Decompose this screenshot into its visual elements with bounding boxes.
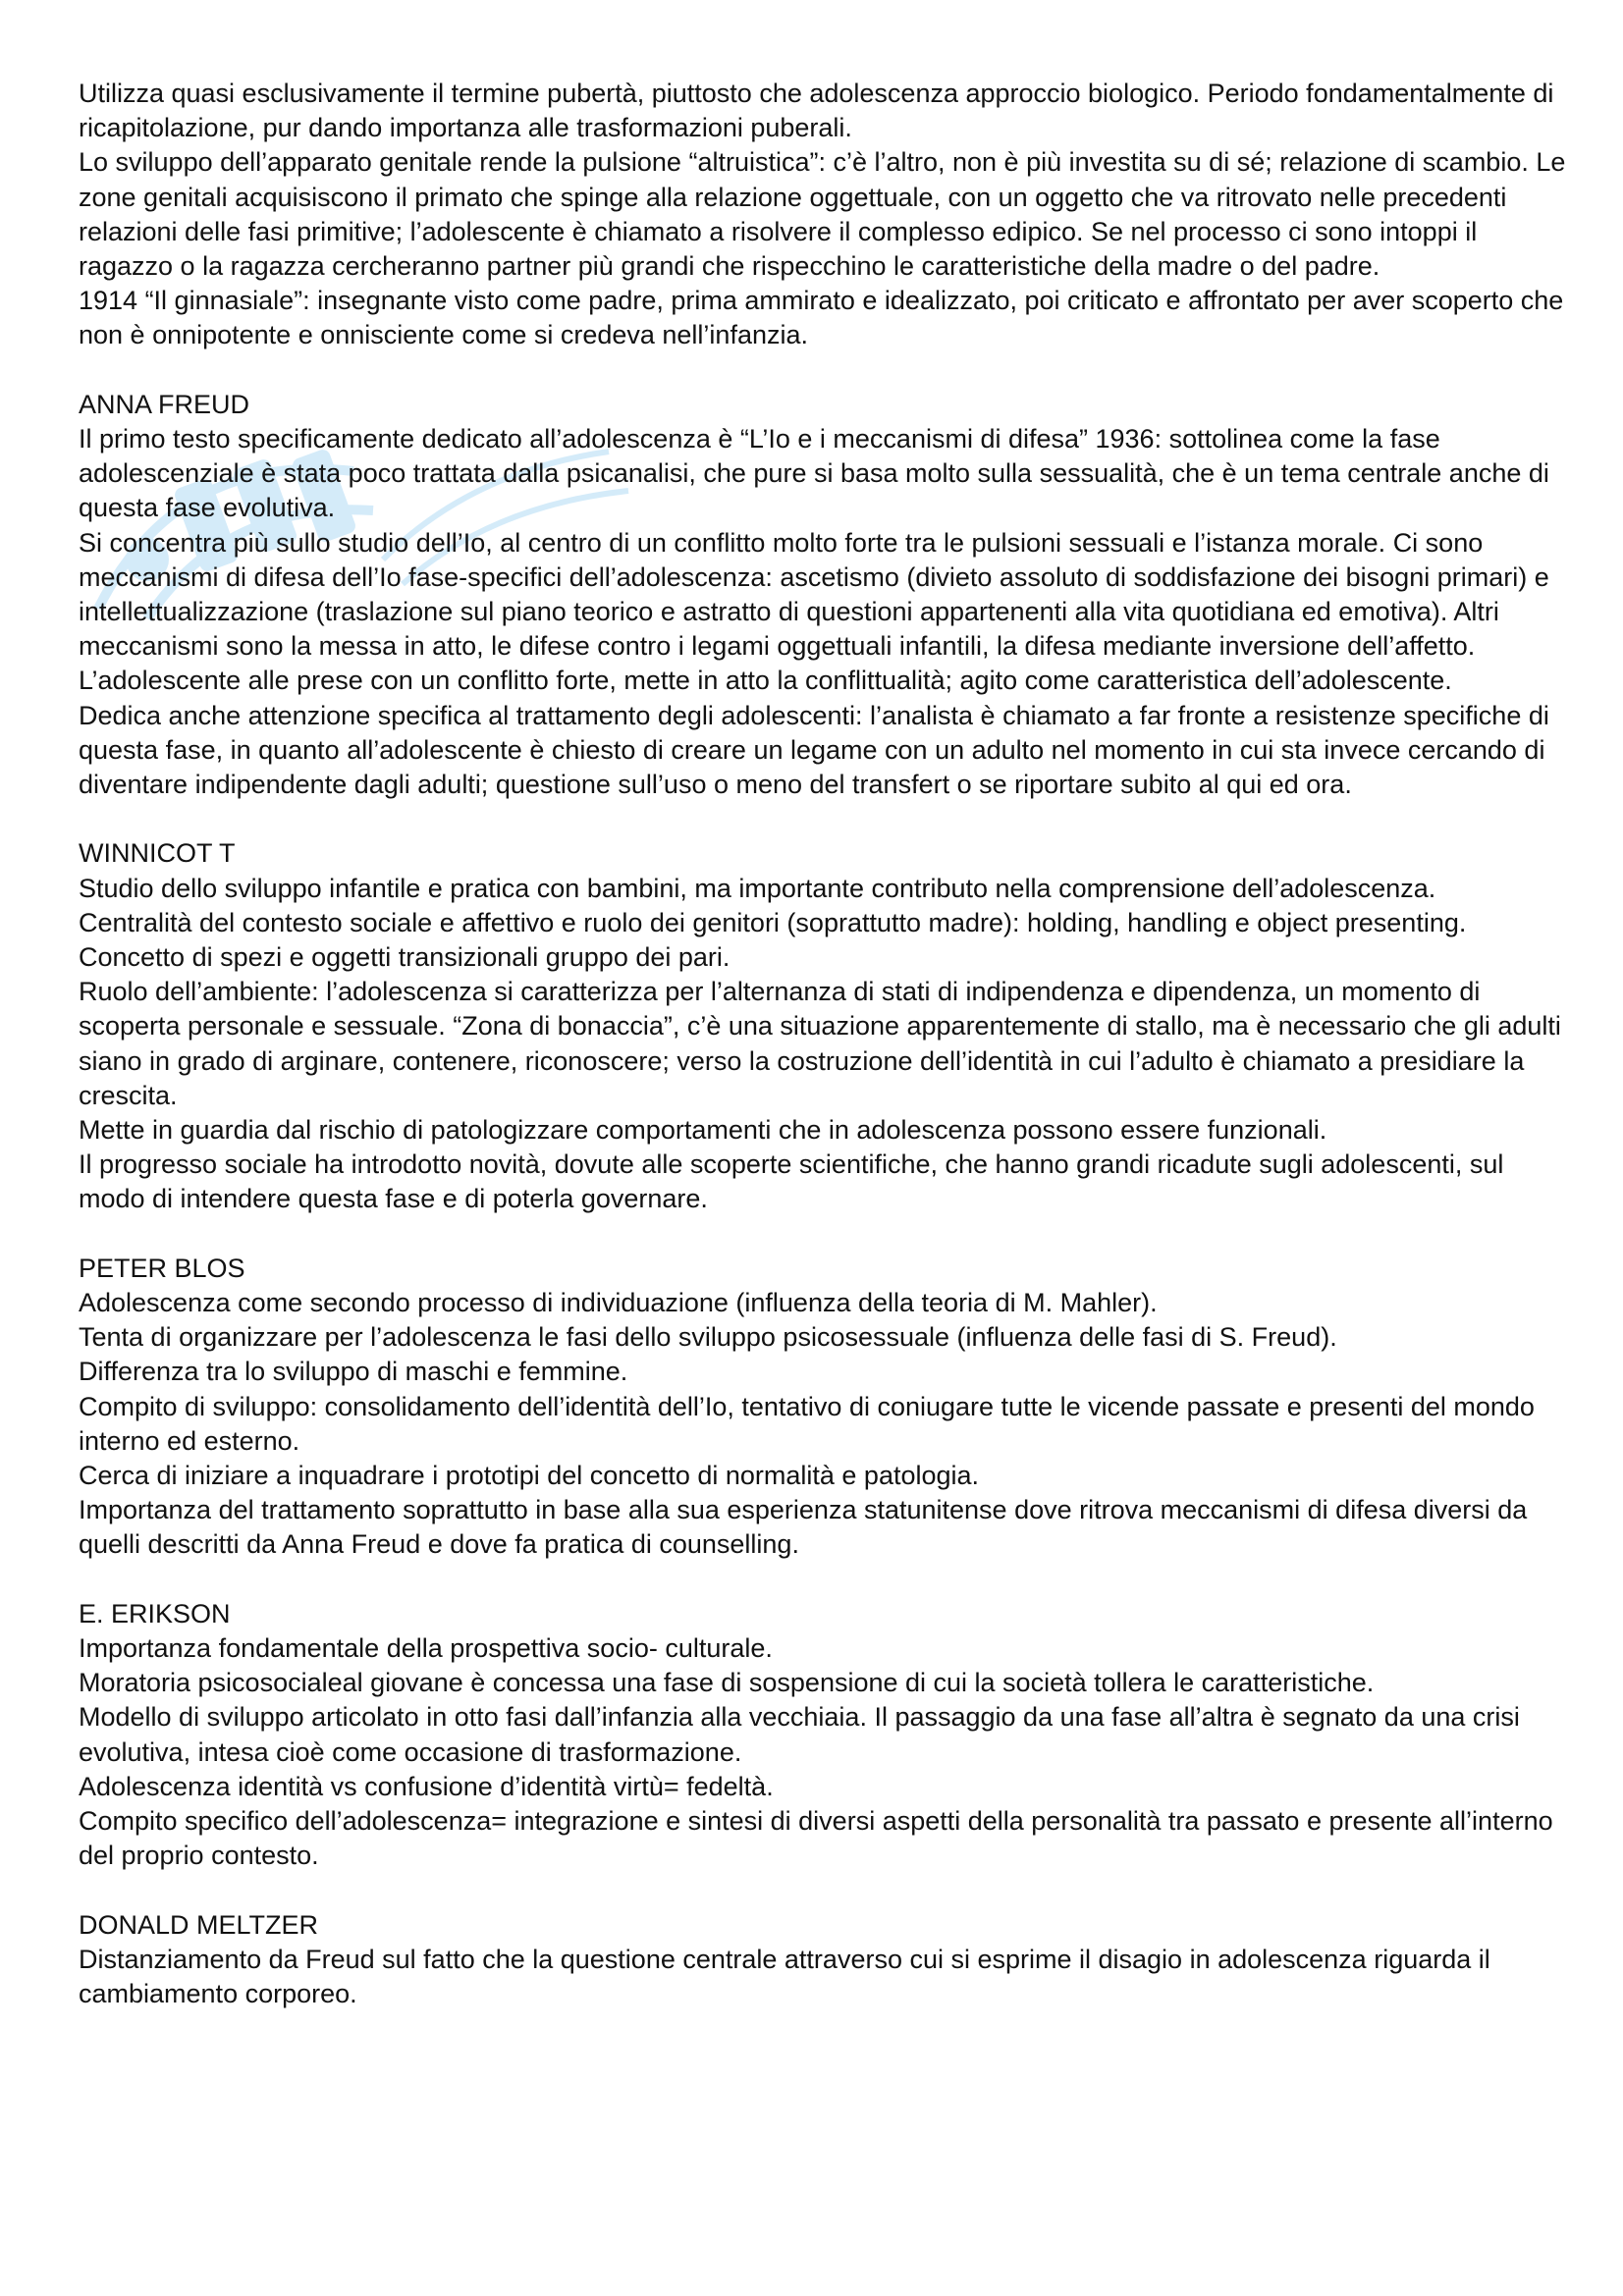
section-heading: ANNA FREUD <box>79 389 250 419</box>
section-heading: E. ERIKSON <box>79 1598 231 1629</box>
paragraph: Mette in guardia dal rischio di patologizzare comportamenti che in adolescenza possono essere funzionali. <box>79 1115 1327 1146</box>
paragraph: Importanza del trattamento soprattutto in base alla sua esperienza statunitense dove ritrova meccanismi di difesa diversi da quelli descritti da Anna Freud e dove fa pratica di counselling. <box>79 1495 1528 1560</box>
section-anna-freud <box>79 388 1566 802</box>
paragraph: Utilizza quasi esclusivamente il termine pubertà, piuttosto che adolescenza approccio biologico. Periodo fondamentalmente di ricapitolazione, pur dando importanza alle trasformazioni puberali. <box>79 79 1554 143</box>
paragraph: Concetto di spezi e oggetti transizionali gruppo dei pari. <box>79 942 730 973</box>
paragraph: Si concentra più sullo studio dell’Io, al centro di un conflitto molto forte tra le pulsioni sessuali e l’istanza morale. Ci sono meccanismi di difesa dell’Io fase-specifici dell’adolescenza: ascetismo (divieto assoluto di soddisfazione dei bisogni primari) e intellettualizzazione (traslazione sul piano teorico e astratto di questioni appartenenti alla vita quotidiana ed emotiva). Altri meccanismi sono la messa in atto, le difese contro i legami oggettuali infantili, la difesa mediante inversione dell’affetto. L’adolescente alle prese con un conflitto forte, mette in atto la conflittualità; agito come caratteristica dell’adolescente. <box>79 527 1549 696</box>
paragraph: Compito specifico dell’adolescenza= integrazione e sintesi di diversi aspetti della personalità tra passato e presente all’interno del proprio contesto. <box>79 1806 1553 1871</box>
section-heading: PETER BLOS <box>79 1253 245 1283</box>
section-heading: WINNICOT T <box>79 838 236 869</box>
document-body <box>79 77 1566 2011</box>
paragraph: Adolescenza come secondo processo di individuazione (influenza della teoria di M. Mahler). <box>79 1288 1158 1318</box>
paragraph: Il progresso sociale ha introdotto novità, dovute alle scoperte scientifiche, che hanno grandi ricadute sugli adolescenti, sul modo di intendere questa fase e di poterla governare. <box>79 1149 1504 1214</box>
paragraph: 1914 “Il ginnasiale”: insegnante visto come padre, prima ammirato e idealizzato, poi criticato e affrontato per aver scoperto che non è onnipotente e onnisciente come si credeva nell’infanzia. <box>79 286 1564 350</box>
paragraph: Differenza tra lo sviluppo di maschi e femmine. <box>79 1357 628 1387</box>
paragraph: Tenta di organizzare per l’adolescenza le fasi dello sviluppo psicosessuale (influenza delle fasi di S. Freud). <box>79 1322 1337 1353</box>
section-winnicott <box>79 836 1566 1216</box>
section-erikson <box>79 1597 1566 1874</box>
paragraph: Compito di sviluppo: consolidamento dell’identità dell’Io, tentativo di coniugare tutte le vicende passate e presenti del mondo interno ed esterno. <box>79 1391 1535 1456</box>
paragraph: Distanziamento da Freud sul fatto che la questione centrale attraverso cui si esprime il disagio in adolescenza riguarda il cambiamento corporeo. <box>79 1944 1490 2009</box>
paragraph: Moratoria psicosocialeal giovane è concessa una fase di sospensione di cui la società tollera le caratteristiche. <box>79 1668 1375 1698</box>
paragraph: Importanza fondamentale della prospettiva socio- culturale. <box>79 1633 773 1664</box>
paragraph: Modello di sviluppo articolato in otto fasi dall’infanzia alla vecchiaia. Il passaggio da una fase all’altra è segnato da una crisi evolutiva, intesa cioè come occasione di trasformazione. <box>79 1702 1520 1767</box>
paragraph: Centralità del contesto sociale e affettivo e ruolo dei genitori (soprattutto madre): holding, handling e object presenting. <box>79 907 1467 937</box>
paragraph: Studio dello sviluppo infantile e pratica con bambini, ma importante contributo nella comprensione dell’adolescenza. <box>79 873 1436 903</box>
paragraph: Adolescenza identità vs confusione d’identità virtù= fedeltà. <box>79 1771 774 1801</box>
paragraph: Cerca di iniziare a inquadrare i prototipi del concetto di normalità e patologia. <box>79 1461 980 1491</box>
paragraph: Ruolo dell’ambiente: l’adolescenza si caratterizza per l’alternanza di stati di indipendenza e dipendenza, un momento di scoperta personale e sessuale. “Zona di bonaccia”, c’è una situazione apparentemente di stallo, ma è necessario che gli adulti siano in grado di arginare, contenere, riconoscere; verso la costruzione dell’identità in cui l’adulto è chiamato a presidiare la crescita. <box>79 977 1561 1110</box>
section-heading: DONALD MELTZER <box>79 1909 319 1940</box>
paragraph: Il primo testo specificamente dedicato all’adolescenza è “L’Io e i meccanismi di difesa” 1936: sottolinea come la fase adolescenziale è stata poco trattata dalla psicanalisi, che pure si basa molto sulla sessualità, che è un tema centrale anche di questa fase evolutiva. <box>79 424 1549 523</box>
section-meltzer <box>79 1908 1566 2012</box>
intro-block <box>79 77 1566 353</box>
section-peter-blos <box>79 1252 1566 1563</box>
paragraph: Dedica anche attenzione specifica al trattamento degli adolescenti: l’analista è chiamato a far fronte a resistenze specifiche di questa fase, in quanto all’adolescente è chiesto di creare un legame con un adulto nel momento in cui sta invece cercando di diventare indipendente dagli adulti; questione sull’uso o meno del transfert o se riportare subito al qui ed ora. <box>79 700 1549 800</box>
paragraph: Lo sviluppo dell’apparato genitale rende la pulsione “altruistica”: c’è l’altro, non è più investita su di sé; relazione di scambio. Le zone genitali acquisiscono il primato che spinge alla relazione oggettuale, con un oggetto che va ritrovato nelle precedenti relazioni delle fasi primitive; l’adolescente è chiamato a risolvere il complesso edipico. Se nel processo ci sono intoppi il ragazzo o la ragazza cercheranno partner più grandi che rispecchino le caratteristiche della madre o del padre. <box>79 147 1566 282</box>
